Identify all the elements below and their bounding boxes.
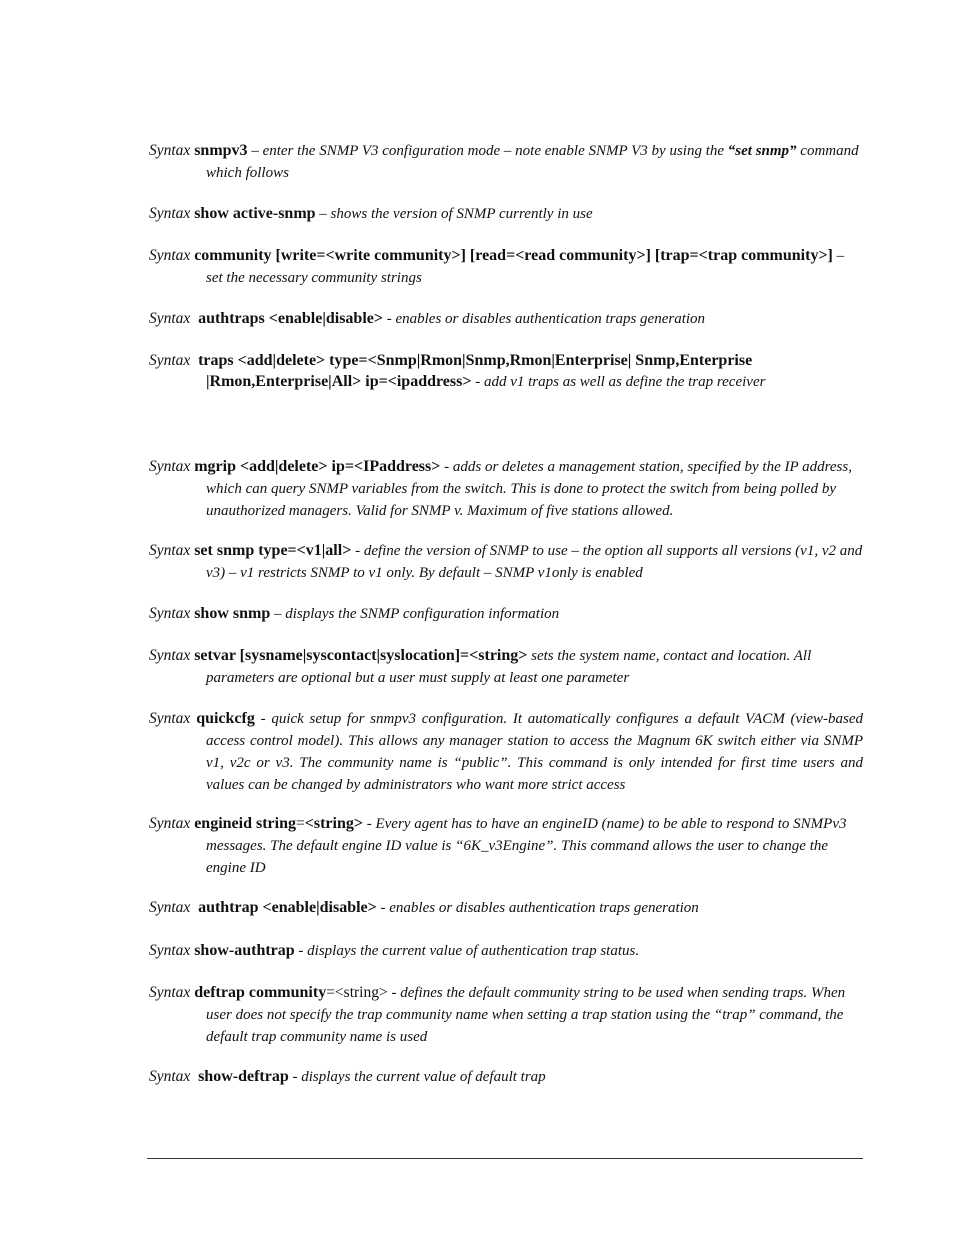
command-name: traps <add|delete> type=<Snmp|Rmon|Snmp,Rmon|Enterprise| Snmp,Enterprise |Rmon,Enterprise|All> ip=<ipaddress> bbox=[198, 352, 753, 390]
syntax-keyword: Syntax bbox=[149, 542, 191, 559]
separator: - bbox=[376, 900, 390, 916]
command-name: engineid string bbox=[194, 815, 296, 832]
syntax-keyword: Syntax bbox=[149, 1068, 191, 1085]
syntax-keyword: Syntax bbox=[149, 942, 191, 959]
syntax-keyword: Syntax bbox=[149, 815, 191, 832]
command-reference: “set snmp” bbox=[727, 143, 797, 159]
command-name: show active-snmp bbox=[194, 205, 316, 222]
syntax-entry-setvar bbox=[149, 645, 863, 689]
separator: – bbox=[315, 206, 331, 222]
footer-divider bbox=[147, 1158, 863, 1159]
syntax-keyword: Syntax bbox=[149, 899, 191, 916]
separator: – bbox=[247, 143, 263, 159]
command-description: displays the current value of authentication trap status. bbox=[307, 943, 640, 959]
command-argument: <string> bbox=[304, 815, 363, 832]
command-description: defines the default community string to be used when sending traps. When user does not specify the trap community name when setting a trap station using the “trap” command, the default trap community name is used bbox=[206, 985, 846, 1045]
command-description: displays the current value of default trap bbox=[301, 1069, 546, 1085]
command-name: set snmp type=<v1|all> bbox=[194, 542, 352, 559]
syntax-entry-show-active-snmp bbox=[149, 203, 863, 225]
command-description: adds or deletes a management station, specified by the IP address, which can query SNMP variables from the switch. This is done to protect the switch from being polled by unauthorized managers. Valid for SNMP v. Maximum of five stations allowed. bbox=[206, 459, 852, 519]
command-description: add v1 traps as well as define the trap receiver bbox=[483, 374, 766, 390]
command-description: define the version of SNMP to use – the option all supports all versions (v1, v2 and v3) – v1 restricts SNMP to v1 only. By default – SNMP v1only is enabled bbox=[206, 543, 863, 581]
syntax-entry-authtraps bbox=[149, 308, 863, 330]
separator: - bbox=[288, 1069, 302, 1085]
command-name: quickcfg bbox=[196, 710, 255, 727]
syntax-entry-quickcfg bbox=[149, 708, 863, 796]
command-description: enter the SNMP V3 configuration mode – note enable SNMP V3 by using the bbox=[262, 143, 728, 159]
syntax-keyword: Syntax bbox=[149, 142, 191, 159]
syntax-entry-show-deftrap bbox=[149, 1066, 863, 1088]
syntax-entry-authtrap bbox=[149, 897, 863, 919]
separator: – bbox=[832, 248, 845, 264]
syntax-keyword: Syntax bbox=[149, 310, 191, 327]
command-name: snmpv3 bbox=[194, 142, 248, 159]
command-name: deftrap community bbox=[194, 984, 327, 1001]
command-argument: =<string> bbox=[326, 984, 388, 1001]
command-operator: = bbox=[296, 815, 305, 832]
syntax-keyword: Syntax bbox=[149, 205, 191, 222]
command-description-tail: command which follows bbox=[206, 143, 859, 181]
syntax-keyword: Syntax bbox=[149, 710, 191, 727]
command-description: enables or disables authentication traps generation bbox=[395, 311, 706, 327]
separator: - bbox=[471, 374, 484, 390]
syntax-keyword: Syntax bbox=[149, 647, 191, 664]
command-name: setvar [sysname|syscontact|syslocation]=<string> bbox=[194, 647, 528, 664]
command-name: authtraps <enable|disable> bbox=[198, 310, 383, 327]
separator: - bbox=[294, 943, 308, 959]
syntax-keyword: Syntax bbox=[149, 605, 191, 622]
command-description: Every agent has to have an engineID (name) to be able to respond to SNMPv3 messages. The default engine ID value is “6K_v3Engine”. This command allows the user to change the engine ID bbox=[206, 816, 847, 876]
syntax-entry-mgrip bbox=[149, 456, 863, 522]
syntax-entry-snmpv3 bbox=[149, 140, 863, 184]
syntax-entry-set-snmp-type bbox=[149, 540, 863, 584]
separator: - bbox=[254, 711, 272, 727]
command-name: authtrap <enable|disable> bbox=[198, 899, 377, 916]
syntax-entry-show-snmp bbox=[149, 603, 863, 625]
syntax-keyword: Syntax bbox=[149, 458, 191, 475]
syntax-entry-community bbox=[149, 245, 863, 289]
separator: - bbox=[362, 816, 376, 832]
separator: - bbox=[351, 543, 364, 559]
command-description: set the necessary community strings bbox=[206, 270, 422, 286]
syntax-entry-deftrap-community bbox=[149, 982, 863, 1048]
command-name: mgrip <add|delete> ip=<IPaddress> bbox=[194, 458, 441, 475]
separator: – bbox=[270, 606, 286, 622]
separator: - bbox=[382, 311, 396, 327]
syntax-entry-traps bbox=[149, 350, 863, 393]
syntax-keyword: Syntax bbox=[149, 352, 191, 369]
syntax-keyword: Syntax bbox=[149, 247, 191, 264]
command-description: sets the system name, contact and location. All parameters are optional but a user must supply at least one parameter bbox=[206, 648, 812, 686]
command-description: displays the SNMP configuration information bbox=[285, 606, 560, 622]
command-name: show-deftrap bbox=[198, 1068, 289, 1085]
syntax-entry-engineid bbox=[149, 813, 863, 879]
command-description: enables or disables authentication traps generation bbox=[389, 900, 699, 916]
syntax-entry-show-authtrap bbox=[149, 940, 863, 962]
command-name: show snmp bbox=[194, 605, 271, 622]
separator: - bbox=[440, 459, 453, 475]
command-name: community [write=<write community>] [read=<read community>] [trap=<trap community>] bbox=[194, 247, 833, 264]
syntax-keyword: Syntax bbox=[149, 984, 191, 1001]
command-description: quick setup for snmpv3 configuration. It automatically configures a default VACM (view-based access control model). This allows any manager station to access the Magnum 6K switch either via SNMP v1, v2c or v3. The community name is “public”. This command is only intended for first time users and values can be changed by administrators who want more strict access bbox=[206, 711, 864, 793]
command-name: show-authtrap bbox=[194, 942, 295, 959]
separator: - bbox=[387, 985, 401, 1001]
command-description: shows the version of SNMP currently in use bbox=[330, 206, 593, 222]
